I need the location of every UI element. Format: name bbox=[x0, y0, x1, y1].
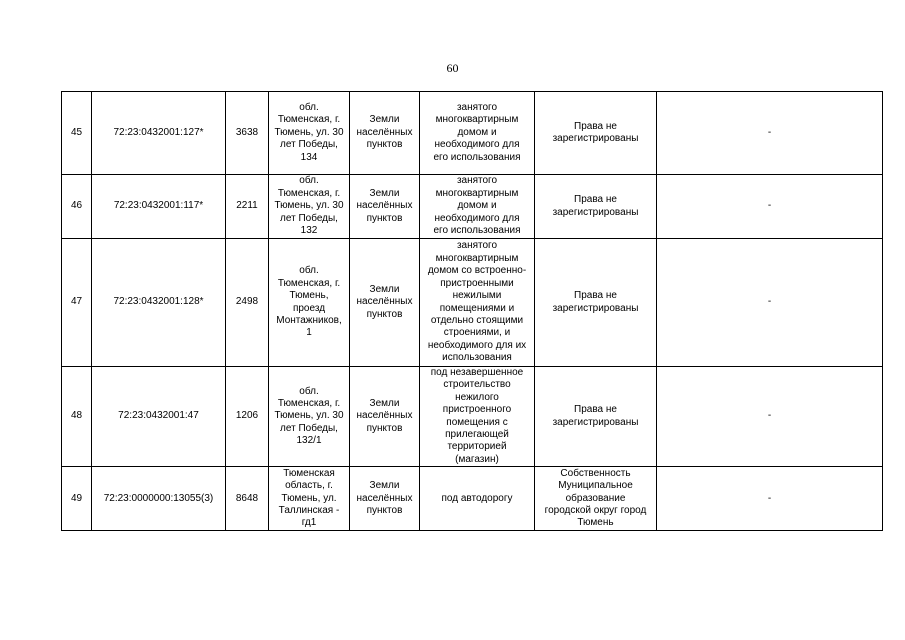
usage-line: строительство bbox=[443, 379, 511, 391]
usage-line: нежилыми bbox=[452, 290, 502, 302]
address-line: Тюменская bbox=[283, 467, 335, 479]
address-line: Тюмень, bbox=[289, 290, 329, 302]
permitted-use-cell bbox=[420, 175, 535, 239]
usage-line: пристроенными bbox=[440, 277, 514, 289]
permitted-use-cell bbox=[420, 467, 535, 531]
address-line: обл. bbox=[299, 265, 319, 277]
address-line: 134 bbox=[300, 151, 318, 163]
category-line: Земли bbox=[369, 480, 400, 492]
rights-line: городской округ город bbox=[544, 504, 647, 516]
rights-cell bbox=[535, 92, 657, 175]
rights-cell bbox=[535, 239, 657, 367]
usage-line: его использования bbox=[433, 225, 521, 237]
land-category-cell bbox=[350, 467, 420, 531]
address-line: обл. bbox=[299, 385, 319, 397]
address-line: лет Победы, bbox=[280, 212, 338, 224]
address-line: Тюмень, ул. 30 bbox=[274, 126, 344, 138]
rights-line: зарегистрированы bbox=[552, 206, 639, 218]
category-line: пунктов bbox=[366, 504, 403, 516]
usage-line: использования bbox=[442, 352, 512, 364]
category-line: пунктов bbox=[366, 422, 403, 434]
address-line: Тюменская, г. bbox=[277, 277, 341, 289]
usage-line: многоквартирным bbox=[435, 114, 519, 126]
table-row bbox=[62, 467, 883, 531]
table-row bbox=[62, 92, 883, 175]
permitted-use-cell bbox=[420, 239, 535, 367]
table-row bbox=[62, 367, 883, 467]
row-number-cell: 45 bbox=[62, 92, 92, 175]
note-cell: - bbox=[657, 239, 883, 367]
usage-line: многоквартирным bbox=[435, 252, 519, 264]
address-line: Монтажников, bbox=[276, 314, 342, 326]
rights-line: Права не bbox=[574, 290, 617, 302]
address-line: лет Победы, bbox=[280, 139, 338, 151]
address-line: обл. bbox=[299, 175, 319, 187]
address-line: гд1 bbox=[301, 517, 317, 529]
rights-line: Муниципальное bbox=[558, 480, 633, 492]
usage-line: под автодорогу bbox=[441, 492, 513, 504]
usage-line: домом и bbox=[457, 200, 497, 212]
address-cell bbox=[269, 175, 350, 239]
land-category-cell bbox=[350, 92, 420, 175]
usage-line: помещениями и bbox=[439, 302, 515, 314]
category-line: населённых bbox=[356, 296, 413, 308]
area-cell: 1206 bbox=[226, 367, 269, 467]
usage-line: пристроенного bbox=[442, 404, 512, 416]
usage-line: занятого bbox=[456, 175, 498, 187]
permitted-use-cell bbox=[420, 367, 535, 467]
rights-line: Тюмень bbox=[577, 517, 614, 529]
usage-line: необходимого для их bbox=[427, 339, 527, 351]
category-line: населённых bbox=[356, 126, 413, 138]
address-cell bbox=[269, 92, 350, 175]
address-cell bbox=[269, 239, 350, 367]
area-cell: 3638 bbox=[226, 92, 269, 175]
usage-line: помещения с bbox=[446, 416, 508, 428]
category-line: населённых bbox=[356, 200, 413, 212]
rights-line: Собственность bbox=[560, 467, 631, 479]
address-cell bbox=[269, 467, 350, 531]
usage-line: домом со встроенно- bbox=[427, 265, 527, 277]
address-line: Таллинская - bbox=[278, 504, 340, 516]
land-plots-table bbox=[61, 91, 883, 531]
usage-line: (магазин) bbox=[455, 453, 499, 465]
rights-line: зарегистрированы bbox=[552, 302, 639, 314]
page-number: 60 bbox=[446, 61, 459, 75]
address-line: Тюмень, ул. 30 bbox=[274, 200, 344, 212]
address-line: 1 bbox=[306, 327, 312, 339]
row-number-cell: 49 bbox=[62, 467, 92, 531]
category-line: Земли bbox=[369, 114, 400, 126]
area-cell: 2211 bbox=[226, 175, 269, 239]
category-line: Земли bbox=[369, 398, 400, 410]
rights-line: Права не bbox=[574, 194, 617, 206]
category-line: населённых bbox=[356, 410, 413, 422]
usage-line: строениями, и bbox=[443, 327, 511, 339]
usage-line: отдельно стоящими bbox=[430, 314, 524, 326]
cadastral-number-cell: 72:23:0432001:47 bbox=[92, 367, 226, 467]
address-line: Тюменская, г. bbox=[277, 398, 341, 410]
usage-line: под незавершенное bbox=[430, 367, 524, 378]
category-line: населённых bbox=[356, 492, 413, 504]
note-cell: - bbox=[657, 92, 883, 175]
rights-line: Права не bbox=[574, 120, 617, 132]
cadastral-number-cell: 72:23:0432001:117* bbox=[92, 175, 226, 239]
area-cell: 2498 bbox=[226, 239, 269, 367]
address-cell bbox=[269, 367, 350, 467]
category-line: пунктов bbox=[366, 139, 403, 151]
land-category-cell bbox=[350, 175, 420, 239]
usage-line: домом и bbox=[457, 126, 497, 138]
address-line: проезд bbox=[292, 302, 326, 314]
note-cell: - bbox=[657, 467, 883, 531]
rights-cell bbox=[535, 467, 657, 531]
rights-line: зарегистрированы bbox=[552, 133, 639, 144]
cadastral-number-cell: 72:23:0432001:128* bbox=[92, 239, 226, 367]
usage-line: занятого bbox=[456, 240, 498, 252]
category-line: пунктов bbox=[366, 212, 403, 224]
note-cell: - bbox=[657, 367, 883, 467]
rights-cell bbox=[535, 367, 657, 467]
rights-cell bbox=[535, 175, 657, 239]
table-row bbox=[62, 239, 883, 367]
usage-line: его использования bbox=[433, 151, 521, 163]
row-number-cell: 47 bbox=[62, 239, 92, 367]
usage-line: нежилого bbox=[455, 391, 499, 403]
category-line: пунктов bbox=[366, 308, 403, 320]
usage-line: необходимого для bbox=[434, 139, 520, 151]
address-line: Тюменская, г. bbox=[277, 187, 341, 199]
category-line: Земли bbox=[369, 187, 400, 199]
usage-line: прилегающей bbox=[445, 429, 509, 441]
usage-line: многоквартирным bbox=[435, 187, 519, 199]
address-line: 132/1 bbox=[296, 435, 322, 447]
note-cell: - bbox=[657, 175, 883, 239]
address-line: лет Победы, bbox=[280, 422, 338, 434]
address-line: Тюмень, ул. bbox=[281, 492, 337, 504]
address-line: область, г. bbox=[285, 480, 333, 492]
area-cell: 8648 bbox=[226, 467, 269, 531]
row-number-cell: 48 bbox=[62, 367, 92, 467]
land-category-cell bbox=[350, 367, 420, 467]
usage-line: территорией bbox=[447, 441, 507, 453]
cadastral-number-cell: 72:23:0000000:13055(3) bbox=[92, 467, 226, 531]
address-line: Тюменская, г. bbox=[277, 114, 341, 126]
table-row bbox=[62, 175, 883, 239]
cadastral-number-cell: 72:23:0432001:127* bbox=[92, 92, 226, 175]
usage-line: занятого bbox=[456, 101, 498, 113]
land-category-cell bbox=[350, 239, 420, 367]
rights-line: зарегистрированы bbox=[552, 416, 639, 428]
permitted-use-cell bbox=[420, 92, 535, 175]
row-number-cell: 46 bbox=[62, 175, 92, 239]
rights-line: Права не bbox=[574, 404, 617, 416]
address-line: Тюмень, ул. 30 bbox=[274, 410, 344, 422]
address-line: 132 bbox=[300, 225, 318, 237]
rights-line: образование bbox=[565, 492, 626, 504]
category-line: Земли bbox=[369, 283, 400, 295]
usage-line: необходимого для bbox=[434, 212, 520, 224]
address-line: обл. bbox=[299, 101, 319, 113]
